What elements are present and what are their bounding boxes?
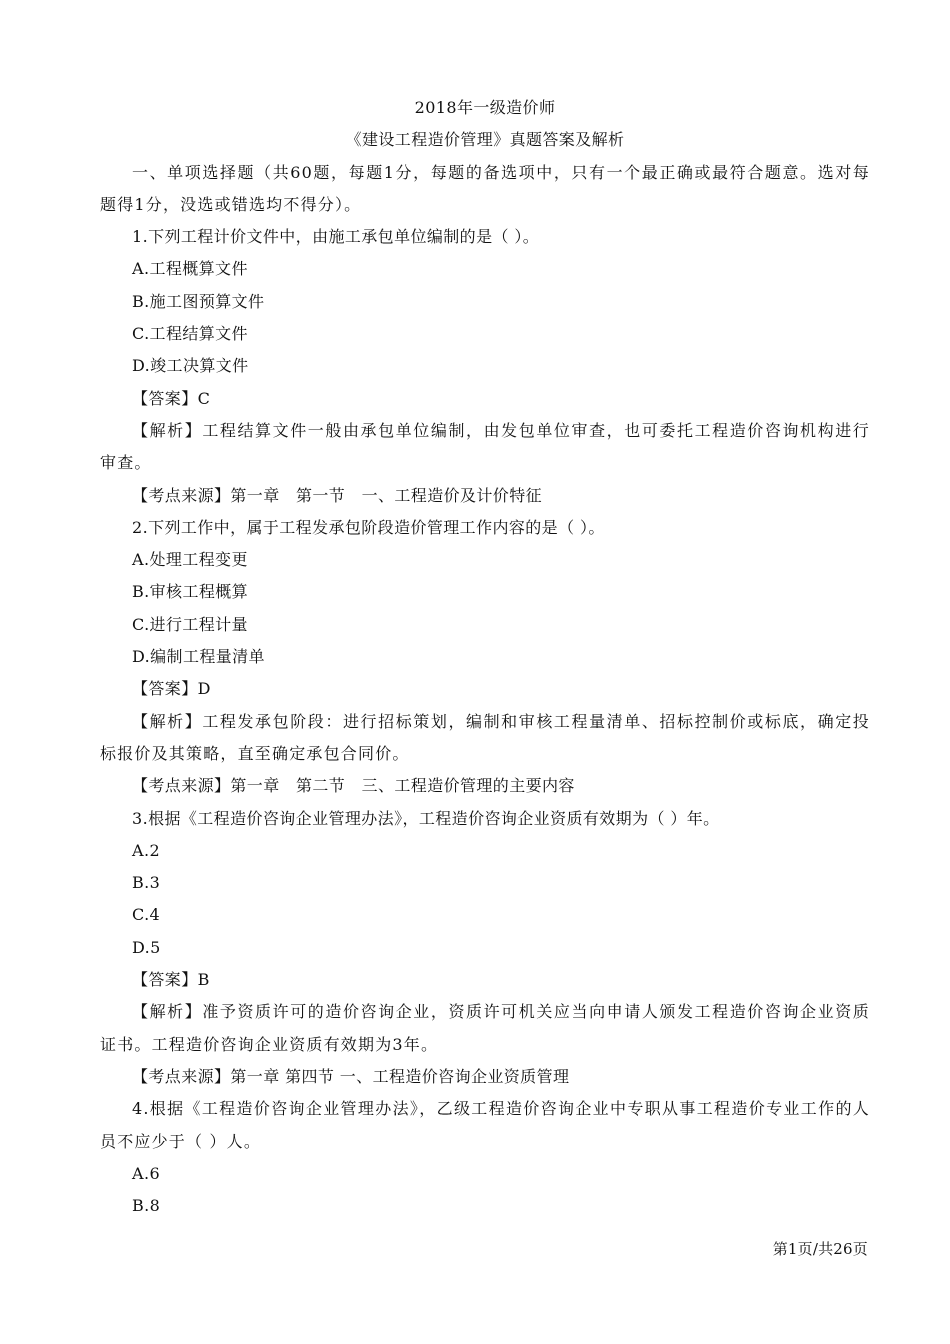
doc-title-line1: 2018年一级造价师 bbox=[414, 98, 556, 117]
answer: 【答案】D bbox=[132, 679, 211, 699]
question-stem: 2.下列工作中，属于工程发承包阶段造价管理工作内容的是（ ）。 bbox=[132, 517, 605, 537]
analysis: 【解析】工程结算文件一般由承包单位编制，由发包单位审查，也可委托工程造价咨询机构进行审查。 bbox=[100, 420, 870, 473]
option-d: D.编制工程量清单 bbox=[132, 647, 265, 667]
option-d: D.竣工决算文件 bbox=[132, 356, 249, 376]
section-heading: 一、单项选择题（共60题，每题1分，每题的备选项中，只有一个最正确或最符合题意。选对每题得1分，没选或错选均不得分）。 bbox=[100, 162, 870, 214]
doc-title-line2: 《建设工程造价管理》真题答案及解析 bbox=[345, 130, 625, 150]
question-3 bbox=[100, 803, 870, 1094]
option-d: D.5 bbox=[132, 937, 161, 957]
option-b: B.审核工程概算 bbox=[132, 582, 249, 602]
question-stem: 1.下列工程计价文件中，由施工承包单位编制的是（ ）。 bbox=[132, 227, 540, 247]
answer: 【答案】B bbox=[132, 970, 210, 990]
option-c: C.进行工程计量 bbox=[132, 614, 248, 634]
option-a: A.2 bbox=[132, 840, 161, 860]
answer: 【答案】C bbox=[132, 388, 211, 408]
option-c: C.4 bbox=[132, 905, 161, 925]
option-a: A.处理工程变更 bbox=[132, 550, 248, 570]
option-b: B.8 bbox=[132, 1196, 161, 1216]
option-a: A.6 bbox=[132, 1163, 161, 1183]
source: 【考点来源】第一章 第四节 一、工程造价咨询企业资质管理 bbox=[132, 1066, 570, 1086]
document-page bbox=[100, 92, 870, 1222]
analysis: 【解析】工程发承包阶段：进行招标策划，编制和审核工程量清单、招标控制价或标底，确定投标报价及其策略，直至确定承包合同价。 bbox=[100, 711, 870, 763]
question-2 bbox=[100, 512, 870, 803]
question-1 bbox=[100, 221, 870, 512]
question-stem: 3.根据《工程造价咨询企业管理办法》，工程造价咨询企业资质有效期为（ ）年。 bbox=[132, 808, 720, 828]
question-4 bbox=[100, 1093, 870, 1222]
option-c: C.工程结算文件 bbox=[132, 324, 248, 344]
option-b: B.施工图预算文件 bbox=[132, 291, 265, 311]
option-a: A.工程概算文件 bbox=[132, 259, 248, 279]
page-number-footer: 第1页/共26页 bbox=[772, 1240, 868, 1258]
analysis: 【解析】准予资质许可的造价咨询企业，资质许可机关应当向申请人颁发工程造价咨询企业资质证书。工程造价咨询企业资质有效期为3年。 bbox=[100, 1002, 870, 1054]
option-b: B.3 bbox=[132, 873, 161, 893]
question-stem: 4.根据《工程造价咨询企业管理办法》，乙级工程造价咨询企业中专职从事工程造价专业工作的人员不应少于（ ）人。 bbox=[100, 1099, 870, 1151]
source: 【考点来源】第一章 第一节 一、工程造价及计价特征 bbox=[132, 485, 543, 505]
source: 【考点来源】第一章 第二节 三、工程造价管理的主要内容 bbox=[132, 776, 575, 796]
